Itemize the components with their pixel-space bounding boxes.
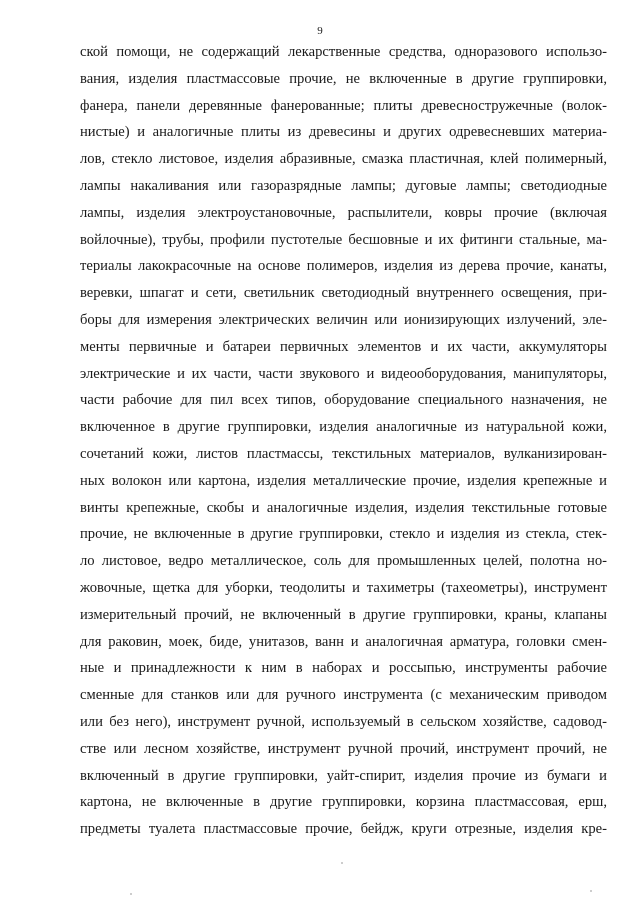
text-line: нистые) и аналогичные плиты из древесины и других одревесневших материа- (80, 124, 607, 141)
scan-speck (341, 862, 343, 864)
text-line: части рабочие для пил всех типов, оборудование специального назначения, не (80, 392, 607, 409)
text-line: лампы накаливания или газоразрядные лампы; дуговые лампы; светодиодные (80, 177, 607, 194)
text-line: ные и принадлежности к ним в наборах и россыпью, инструменты рабочие (80, 660, 607, 677)
text-line: лампы, изделия электроустановочные, распылители, ковры прочие (включая (80, 204, 607, 221)
text-line: стве или лесном хозяйстве, инструмент ручной прочий, инструмент прочий, не (80, 740, 607, 757)
text-line: боры для измерения электрических величин или ионизирующих излучений, эле- (80, 311, 607, 328)
text-line: или без него), инструмент ручной, используемый в сельском хозяйстве, садовод- (80, 713, 607, 730)
text-line: вания, изделия пластмассовые прочие, не включенные в другие группировки, (80, 70, 607, 87)
text-line: ской помощи, не содержащий лекарственные средства, одноразового использо- (80, 44, 607, 60)
scan-speck (590, 890, 592, 892)
text-line: винты крепежные, скобы и аналогичные изделия, изделия текстильные готовые (80, 499, 607, 516)
text-line: электрические и их части, части звукового и видеооборудования, манипуляторы, (80, 365, 607, 382)
text-line: жовочные, щетка для уборки, теодолиты и тахиметры (тахеометры), инструмент (80, 579, 607, 596)
text-line: териалы лакокрасочные на основе полимеров, изделия из дерева прочие, канаты, (80, 258, 607, 275)
scan-speck (130, 893, 132, 895)
text-line: лов, стекло листовое, изделия абразивные, смазка пластичная, клей полимерный, (80, 151, 607, 168)
text-line: войлочные), трубы, профили пустотелые бесшовные и их фитинги стальные, ма- (80, 231, 607, 248)
text-line: ных волокон или картона, изделия металлические прочие, изделия крепежные и (80, 472, 607, 489)
text-line: измерительный прочий, не включенный в другие группировки, краны, клапаны (80, 606, 607, 623)
text-line: менты первичные и батареи первичных элементов и их части, аккумуляторы (80, 338, 607, 355)
text-line: включенный в другие группировки, уайт-спирит, изделия прочие из бумаги и (80, 767, 607, 784)
page-number: 9 (317, 25, 323, 37)
text-line: сочетаний кожи, листов пластмассы, текстильных материалов, вулканизирован- (80, 445, 607, 462)
text-line: картона, не включенные в другие группировки, корзина пластмассовая, ерш, (80, 794, 607, 811)
text-line: веревки, шпагат и сети, светильник светодиодный внутреннего освещения, при- (80, 285, 607, 302)
body-paragraph (80, 39, 607, 843)
text-line: фанера, панели деревянные фанерованные; плиты древесностружечные (волок- (80, 97, 607, 114)
text-line: сменные для станков или для ручного инструмента (с механическим приводом (80, 687, 607, 704)
text-line: предметы туалета пластмассовые прочие, бейдж, круги отрезные, изделия кре- (80, 821, 607, 838)
text-line: ло листовое, ведро металлическое, соль для промышленных целей, полотна но- (80, 553, 607, 570)
text-line: прочие, не включенные в другие группировки, стекло и изделия из стекла, стек- (80, 526, 607, 543)
text-line: включенное в другие группировки, изделия аналогичные из натуральной кожи, (80, 419, 607, 436)
text-line: для раковин, моек, биде, унитазов, ванн и аналогичная арматура, головки смен- (80, 633, 607, 650)
